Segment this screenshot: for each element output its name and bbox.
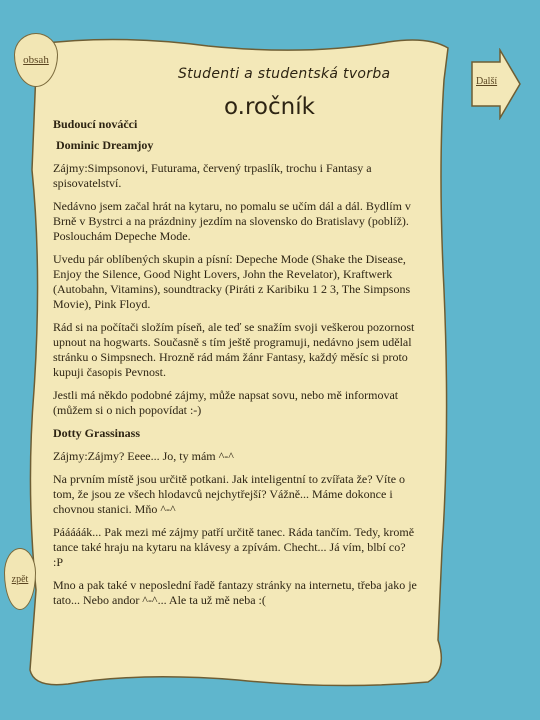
back-link[interactable]: zpět: [4, 548, 36, 610]
paragraph: Na prvním místě jsou určitě potkani. Jak inteligentní to zvířata že? Víte o tom, že jsou ze všech hlodavců nejchytřejší? Vážně... Máme dokonce i chovnou stanici. Mňo ^-^: [53, 472, 406, 516]
paragraph: Nedávno jsem začal hrát na kytaru, no pomalu se učím dál a dál. Bydlím v Brně v Bystrci a na prázdniny jezdím na slovensko do Bratislavy (poblíž). Poslouchám Depeche Mode.: [53, 199, 411, 243]
contents-link[interactable]: obsah: [14, 33, 58, 87]
student-name: Dotty Grassinass: [53, 426, 141, 440]
paragraph: Zájmy:Zájmy? Eeee... Jo, ty mám ^-^: [53, 449, 234, 463]
paragraph: Jestli má někdo podobné zájmy, může napsat sovu, nebo mě informovat (můžem si o nich popovídat :-): [53, 388, 399, 417]
grade-heading: o.ročník: [224, 94, 315, 120]
paragraph: Pááááák... Pak mezi mé zájmy patří určitě tanec. Ráda tančím. Tedy, kromě tance také hraju na kytaru na klávesy a zpívám. Checht... Já vím, blbí co? :P: [53, 525, 415, 569]
student-name: Dominic Dreamjoy: [56, 138, 154, 152]
paragraph: Uvedu pár oblíbených skupin a písní: Depeche Mode (Shake the Disease, Enjoy the Silence, Good Night Lovers, John the Revelator), Kraftwerk (Autobahn, Vitamins), soundtracky (Piráti z Karibiku 1 2 3, The Simpsons Movie), Pink Floyd.: [53, 252, 411, 311]
section-heading: Budoucí nováčci: [53, 117, 138, 131]
paragraph: Mno a pak také v neposlední řadě fantazy stránky na internetu, třeba jako je tato... Nebo andor ^-^... Ale ta už mě neba :(: [53, 578, 417, 607]
paragraph: Rád si na počítači složím píseň, ale teď se snažím svoji veškerou pozornost upnout na hogwarts. Současně s tím ještě programuji, nedávno jsem udělal stránku o Simpsnech. Hrozně rád mám žánr Fantasy, každý měsíc si proto kupuji časopis Pevnost.: [53, 320, 415, 379]
next-button[interactable]: [470, 48, 522, 120]
paragraph: Zájmy:Simpsonovi, Futurama, červený trpaslík, trochu i Fantasy a spisovatelství.: [53, 161, 372, 190]
next-label[interactable]: Další: [476, 76, 498, 87]
article-body: [53, 138, 418, 616]
site-title: Studenti a studentská tvorba: [178, 66, 391, 82]
